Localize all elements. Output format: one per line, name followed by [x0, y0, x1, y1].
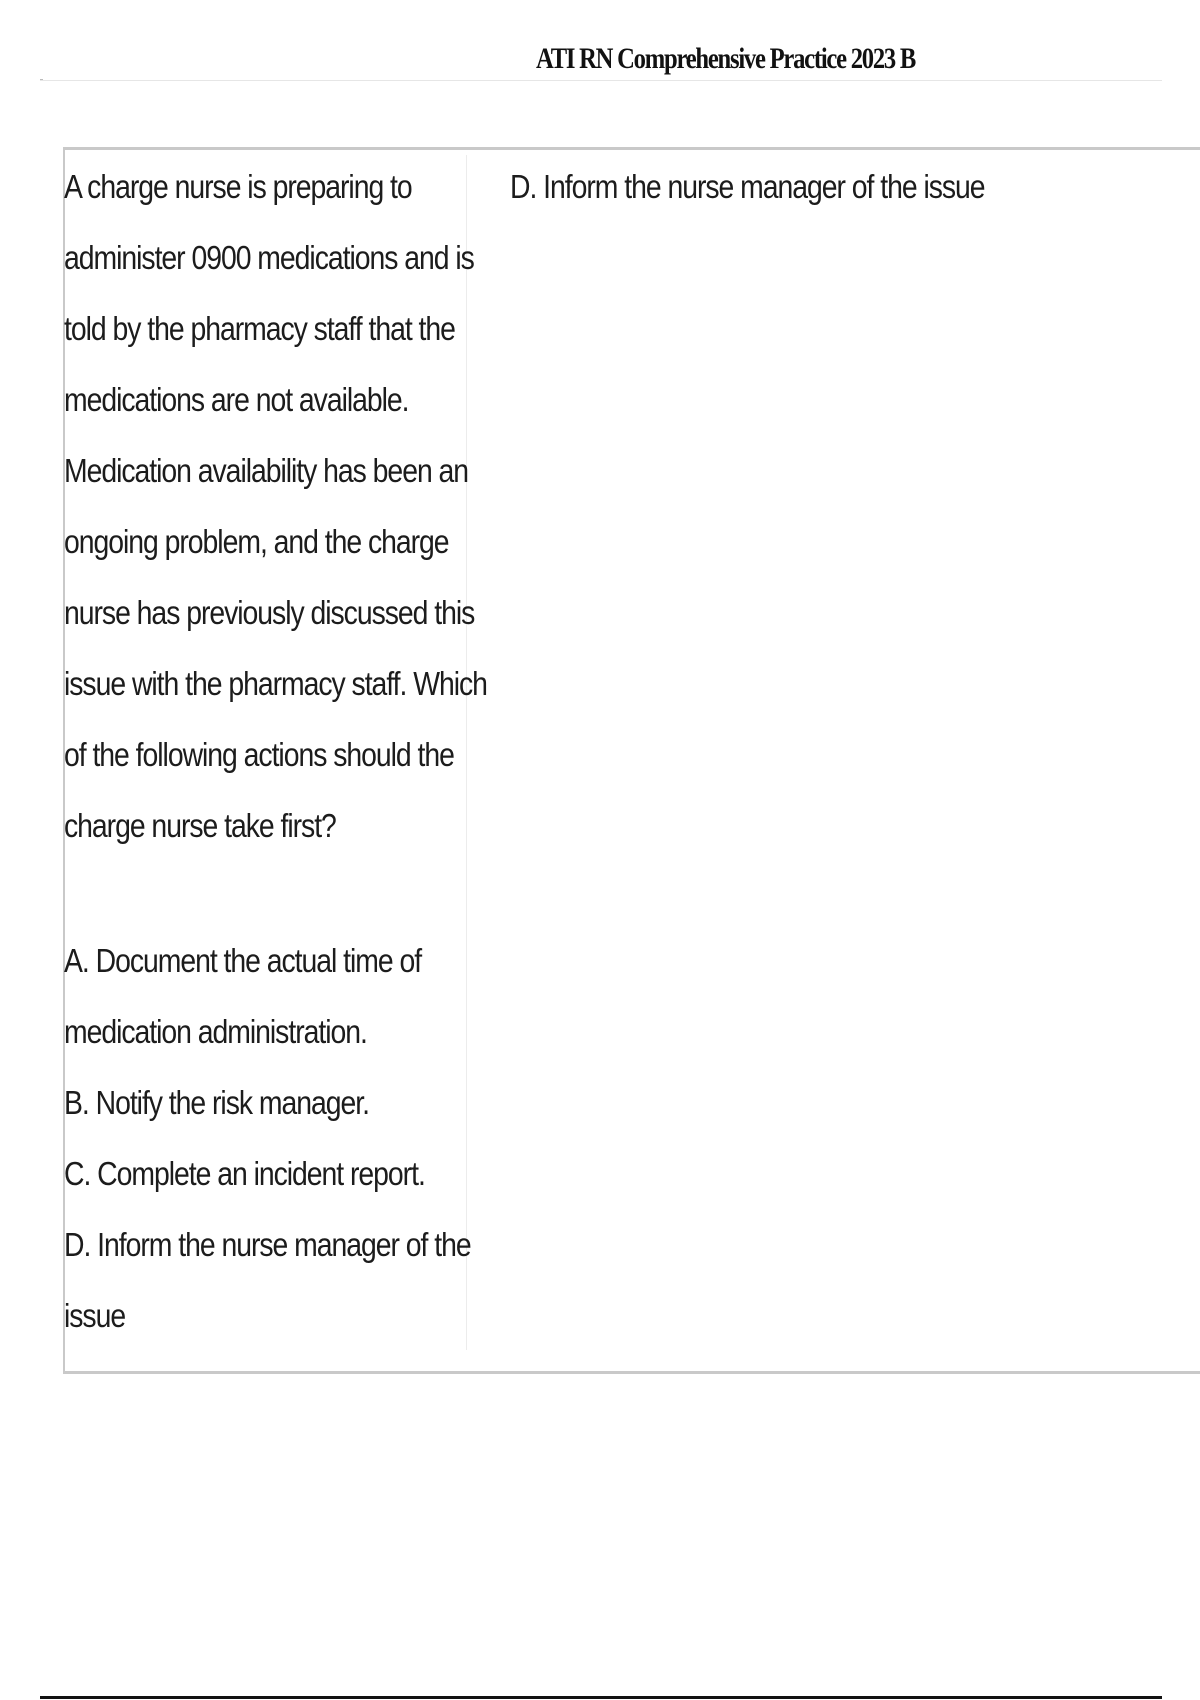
- question-line: issue with the pharmacy staff. Which: [64, 665, 487, 702]
- question-line: A charge nurse is preparing to: [64, 168, 412, 205]
- question-line: medications are not available.: [64, 381, 409, 418]
- question-line: ongoing problem, and the charge: [64, 523, 449, 560]
- option-line: D. Inform the nurse manager of the: [64, 1226, 471, 1263]
- answer-text: D. Inform the nurse manager of the issue: [510, 168, 985, 205]
- question-line: of the following actions should the: [64, 736, 454, 773]
- document-title: ATI RN Comprehensive Practice 2023 B: [536, 42, 916, 75]
- option-line: medication administration.: [64, 1013, 367, 1050]
- option-line: A. Document the actual time of: [64, 942, 422, 979]
- column-divider: [466, 155, 467, 1350]
- option-line: B. Notify the risk manager.: [64, 1084, 369, 1121]
- question-line: Medication availability has been an: [64, 452, 469, 489]
- footer-divider: [40, 1696, 1162, 1699]
- header-divider: [40, 80, 1162, 81]
- option-line: C. Complete an incident report.: [64, 1155, 425, 1192]
- question-line: charge nurse take first?: [64, 807, 336, 844]
- question-line: told by the pharmacy staff that the: [64, 310, 455, 347]
- question-line: administer 0900 medications and is: [64, 239, 474, 276]
- question-line: nurse has previously discussed this: [64, 594, 475, 631]
- option-line: issue: [64, 1297, 126, 1334]
